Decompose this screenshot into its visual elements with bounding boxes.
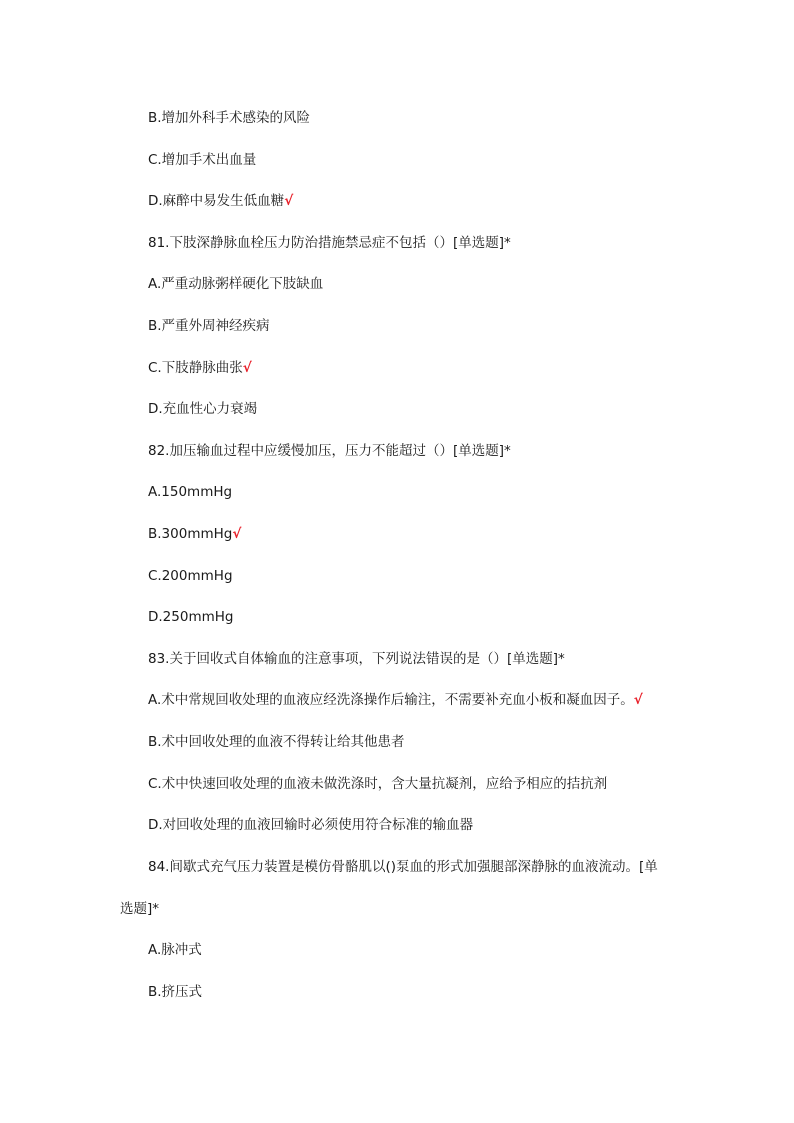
option-text: B.严重外周神经疾病 bbox=[148, 318, 270, 334]
option-text: C.200mmHg bbox=[148, 568, 233, 584]
question-84-continuation bbox=[120, 899, 159, 919]
option-a-82 bbox=[148, 482, 232, 502]
question-text: 82.加压输血过程中应缓慢加压，压力不能超过（）[单选题]* bbox=[148, 443, 511, 459]
question-84 bbox=[148, 857, 658, 877]
option-text: D.250mmHg bbox=[148, 609, 234, 625]
question-text: 选题]* bbox=[120, 901, 160, 917]
option-d-79 bbox=[148, 191, 293, 211]
option-text: C.增加手术出血量 bbox=[148, 152, 257, 168]
check-mark: √ bbox=[242, 360, 252, 376]
option-c-83 bbox=[148, 774, 607, 794]
option-b-79 bbox=[148, 108, 310, 128]
option-c-82 bbox=[148, 566, 233, 586]
option-text: D.对回收处理的血液回输时必须使用符合标准的输血器 bbox=[148, 817, 474, 833]
option-text: B.术中回收处理的血液不得转让给其他患者 bbox=[148, 734, 405, 750]
option-text: B.300mmHg bbox=[148, 526, 233, 542]
option-text: C.术中快速回收处理的血液未做洗涤时，含大量抗凝剂，应给予相应的拮抗剂 bbox=[148, 776, 608, 792]
option-a-84 bbox=[148, 940, 202, 960]
check-mark: √ bbox=[284, 193, 294, 209]
option-c-79 bbox=[148, 150, 256, 170]
option-text: A.术中常规回收处理的血液应经洗涤操作后输注，不需要补充血小板和凝血因子。 bbox=[148, 692, 634, 708]
option-text: A.150mmHg bbox=[148, 484, 233, 500]
option-b-83 bbox=[148, 732, 405, 752]
option-text: D.充血性心力衰竭 bbox=[148, 401, 258, 417]
question-text: 81.下肢深静脉血栓压力防治措施禁忌症不包括（）[单选题]* bbox=[148, 235, 511, 251]
option-c-81 bbox=[148, 358, 252, 378]
option-a-81 bbox=[148, 274, 323, 294]
option-text: A.脉冲式 bbox=[148, 942, 202, 958]
option-text: C.下肢静脉曲张 bbox=[148, 360, 243, 376]
option-b-81 bbox=[148, 316, 270, 336]
option-b-84 bbox=[148, 982, 202, 1002]
option-a-83 bbox=[148, 690, 643, 710]
question-82 bbox=[148, 441, 511, 461]
question-83 bbox=[148, 649, 565, 669]
option-d-83 bbox=[148, 815, 473, 835]
question-81 bbox=[148, 233, 511, 253]
option-d-81 bbox=[148, 399, 257, 419]
option-b-82 bbox=[148, 524, 241, 544]
option-text: B.增加外科手术感染的风险 bbox=[148, 110, 311, 126]
check-mark: √ bbox=[232, 526, 242, 542]
question-text: 84.间歇式充气压力装置是模仿骨骼肌以()泵血的形式加强腿部深静脉的血液流动。[单 bbox=[148, 859, 658, 875]
option-text: B.挤压式 bbox=[148, 984, 203, 1000]
check-mark: √ bbox=[633, 692, 643, 708]
option-d-82 bbox=[148, 607, 233, 627]
option-text: A.严重动脉粥样硬化下肢缺血 bbox=[148, 276, 324, 292]
option-text: D.麻醉中易发生低血糖 bbox=[148, 193, 285, 209]
question-text: 83.关于回收式自体输血的注意事项，下列说法错误的是（）[单选题]* bbox=[148, 651, 565, 667]
